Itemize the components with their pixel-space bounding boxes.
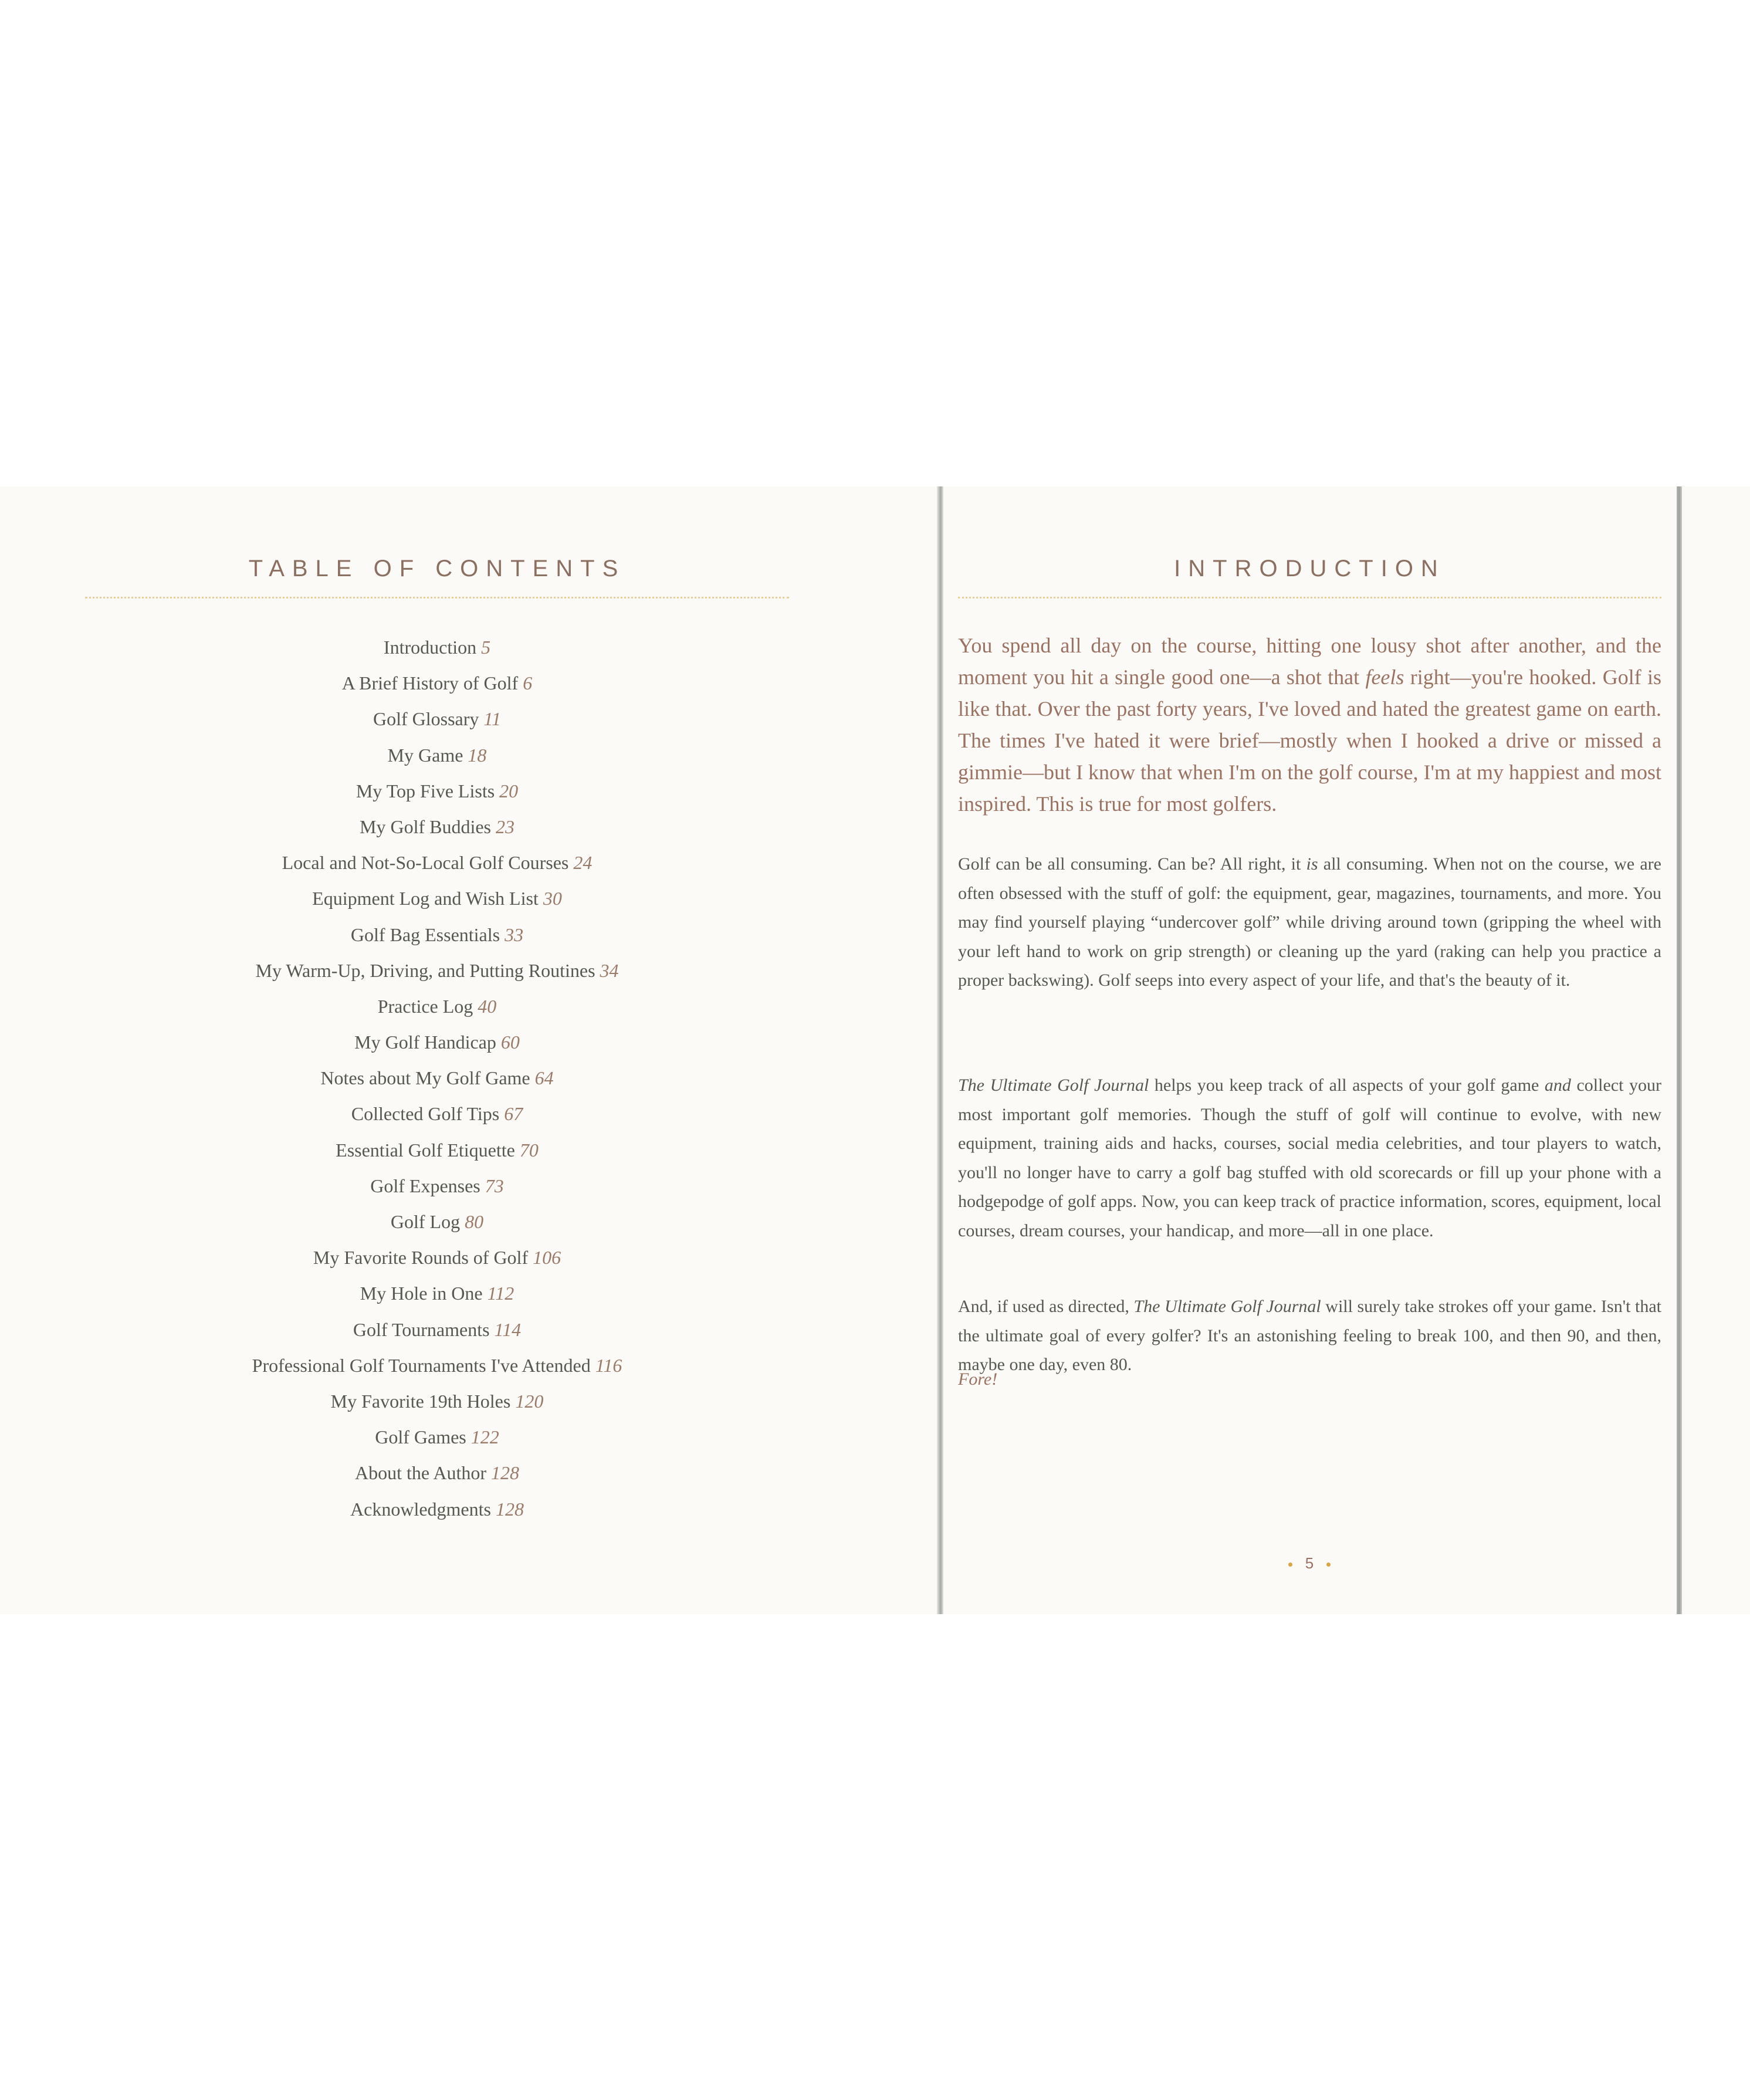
toc-entry[interactable] [85,1312,789,1348]
toc-entry[interactable] [85,1204,789,1240]
book-spread [0,486,1750,1614]
toc-entry-page: 73 [485,1175,504,1196]
toc-entry-label: Golf Games [375,1426,466,1448]
p2-book-title: The Ultimate Golf Journal [958,1076,1149,1095]
toc-entry[interactable] [85,809,789,845]
toc-entry-page: 34 [600,959,619,981]
p2-text-a: helps you keep track of all aspects of your golf game [1149,1076,1545,1095]
toc-entry-label: Introduction [383,637,477,658]
next-page-sliver [1682,486,1750,1614]
intro-lead-paragraph [958,630,1661,820]
lead-emphasis: feels [1365,665,1404,689]
toc-entry[interactable] [85,1240,789,1276]
toc-entry[interactable] [85,630,789,665]
p1-text-b: all consuming. When not on the course, we are often obsessed with the stuff of golf: the equipment, gear, magazines, tournaments, and more. You may find yourself playing “undercover golf” while driving around town (gripping the wheel with your left hand to work on grip strength) or cleaning up the yard (raking can help you practice a proper backswing). Golf seeps into every aspect of your life, and that's the beauty of it. [958,854,1661,990]
toc-entry[interactable] [85,773,789,809]
toc-entry-label: Essential Golf Etiquette [336,1139,515,1161]
toc-entry-page: 128 [490,1462,519,1484]
toc-entry[interactable] [85,1348,789,1384]
toc-entry-page: 106 [533,1247,561,1269]
p2-text-b: collect your most important golf memories. Though the stuff of golf will continue to evolve, with new equipment, training aids and hacks, courses, social media celebrities, and tour players to watch, you'll no longer have to carry a golf bag stuffed with old scorecards or fill up your phone with a hodgepodge of golf apps. Now, you can keep track of practice information, scores, equipment, local courses, dream courses, your handicap, and more—all in one place. [958,1076,1661,1240]
toc-entry[interactable] [85,1455,789,1491]
toc-entry-page: 40 [478,995,497,1017]
toc-entry-label: Golf Expenses [370,1175,480,1196]
toc-entry-page: 60 [500,1032,520,1053]
toc-entry-page: 67 [504,1103,523,1125]
toc-entry[interactable] [85,1096,789,1132]
toc-entry-page: 70 [519,1139,539,1161]
toc-entry-page: 30 [543,888,562,909]
toc-entry-label: Golf Tournaments [353,1318,490,1340]
intro-title: INTRODUCTION [1174,556,1446,581]
toc-entry[interactable] [85,881,789,917]
toc-entry-label: My Golf Handicap [354,1032,496,1053]
toc-entry-page: 112 [487,1283,514,1304]
p3-text-b: will surely take strokes off your game. Isn't that the ultimate goal of every golfer? It's an astonishing feeling to break 100, and then 90, and then, maybe one day, even 80. [958,1297,1661,1374]
toc-entry[interactable] [85,701,789,737]
toc-entry[interactable] [85,1384,789,1419]
toc-entry-label: My Golf Buddies [360,816,491,837]
toc-entry-label: A Brief History of Golf [341,672,519,694]
toc-entry[interactable] [85,953,789,989]
toc-entry-page: 120 [515,1390,544,1412]
toc-entry-page: 116 [595,1354,622,1376]
toc-entry[interactable] [85,1060,789,1096]
toc-entry-label: Golf Bag Essentials [350,924,500,945]
toc-entry-label: Professional Golf Tournaments I've Attended [252,1354,591,1376]
p1-text-a: Golf can be all consuming. Can be? All right, it [958,854,1306,874]
folio-dot-left [1288,1563,1292,1567]
toc-entry-label: Acknowledgments [350,1498,491,1520]
intro-signoff: Fore! [958,1369,998,1389]
toc-entry[interactable] [85,738,789,773]
toc-entry-label: My Warm-Up, Driving, and Putting Routines [255,959,595,981]
left-page [0,486,937,1614]
intro-dotted-rule [958,597,1661,598]
intro-paragraph-1 [958,850,1661,995]
folio-dot-right [1326,1563,1331,1567]
toc-entry-label: Practice Log [377,995,473,1017]
toc-entry-label: My Favorite Rounds of Golf [313,1247,529,1269]
toc-entry-label: Equipment Log and Wish List [312,888,539,909]
toc-entry[interactable] [85,665,789,701]
toc-entry-page: 24 [573,852,593,874]
intro-paragraph-2 [958,1071,1661,1245]
toc-entry[interactable] [85,1419,789,1455]
intro-paragraph-3 [958,1292,1661,1379]
toc-entry-label: Notes about My Golf Game [320,1067,530,1089]
toc-entry-label: My Top Five Lists [356,780,495,802]
book-gutter [937,486,943,1614]
toc-entry-page: 18 [468,744,487,766]
toc-entry-page: 6 [523,672,533,694]
toc-entry[interactable] [85,1132,789,1168]
toc-entry-label: Golf Log [390,1211,461,1232]
toc-list [85,630,789,1527]
toc-entry-page: 11 [483,708,502,730]
toc-dotted-rule [85,597,789,598]
page-number-value: 5 [1305,1554,1314,1572]
toc-entry-label: Local and Not-So-Local Golf Courses [282,852,569,874]
toc-entry-page: 33 [505,924,524,945]
lead-text-2: right—you're hooked. Golf is like that. Over the past forty years, I've loved and hated the greatest game on earth. The times I've hated it were brief—mostly when I hooked a drive or missed a gimmie—but I know that when I'm on the golf course, I'm at my happiest and most inspired. This is true for most golfers. [958,665,1661,816]
toc-entry[interactable] [85,1492,789,1527]
toc-entry-page: 128 [495,1498,524,1520]
p1-emphasis: is [1306,854,1318,874]
toc-entry-label: My Favorite 19th Holes [330,1390,511,1412]
toc-entry-page: 23 [496,816,514,837]
toc-entry[interactable] [85,1024,789,1060]
toc-entry-label: About the Author [355,1462,486,1484]
p3-text-a: And, if used as directed, [958,1297,1134,1316]
toc-title: TABLE OF CONTENTS [248,556,626,581]
page-number [1251,1554,1368,1572]
lead-text-1: You spend all day on the course, hitting one lousy shot after another, and the moment you hit a single good one—a shot that [958,634,1661,689]
toc-entry-label: Golf Glossary [373,708,479,730]
p3-book-title: The Ultimate Golf Journal [1133,1297,1321,1316]
toc-entry[interactable] [85,1276,789,1311]
toc-entry-label: My Game [387,744,463,766]
toc-entry[interactable] [85,845,789,881]
toc-entry-page: 122 [470,1426,499,1448]
page-edge [1677,486,1682,1614]
toc-entry-page: 20 [499,780,519,802]
toc-entry-page: 5 [481,637,491,658]
toc-entry-page: 80 [465,1211,484,1232]
toc-entry-label: My Hole in One [360,1283,483,1304]
toc-entry[interactable] [85,989,789,1024]
toc-entry[interactable] [85,917,789,953]
toc-entry-page: 114 [494,1318,522,1340]
toc-entry-page: 64 [534,1067,554,1089]
p2-emphasis: and [1544,1076,1571,1095]
toc-entry-label: Collected Golf Tips [351,1103,500,1125]
toc-entry[interactable] [85,1168,789,1204]
